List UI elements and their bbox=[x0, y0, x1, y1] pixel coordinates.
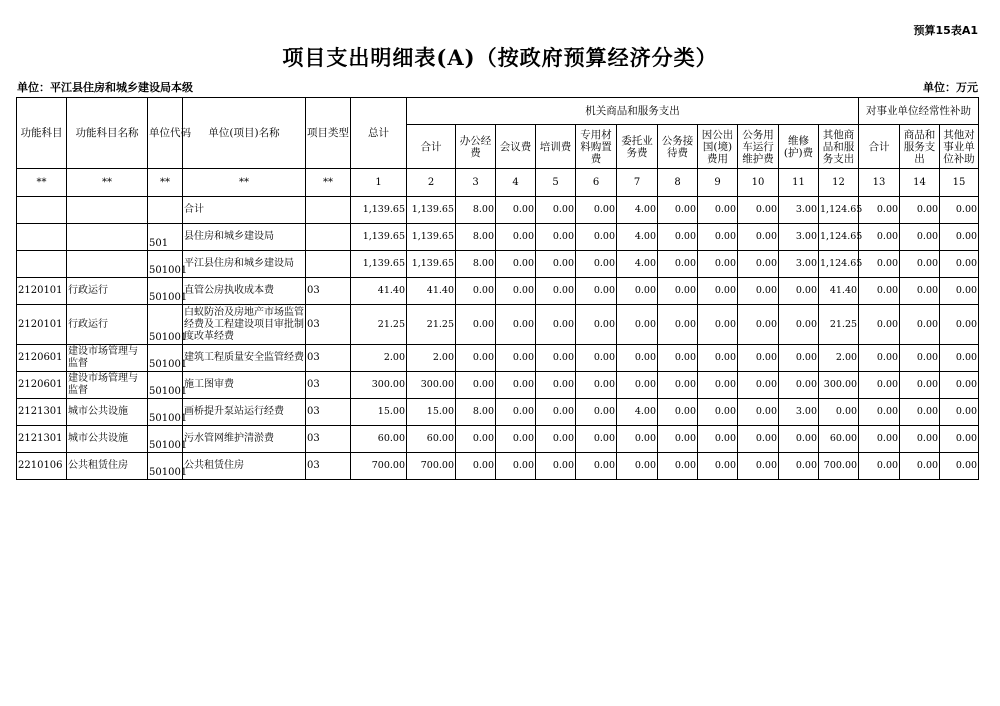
value-cell: 1,124.65 bbox=[819, 197, 859, 224]
header-col-number: 13 bbox=[859, 169, 900, 197]
project-type-cell: 03 bbox=[306, 305, 351, 345]
value-cell: 0.00 bbox=[576, 426, 617, 453]
value-cell: 700.00 bbox=[407, 453, 456, 480]
func-name-cell: 公共租赁住房 bbox=[67, 453, 148, 480]
unit-code-cell: 501001 bbox=[148, 399, 183, 426]
project-type-cell: 03 bbox=[306, 453, 351, 480]
value-cell: 300.00 bbox=[407, 372, 456, 399]
header-sub-1: 合计 bbox=[407, 125, 456, 169]
header-col-number: 2 bbox=[407, 169, 456, 197]
header-col-number: 11 bbox=[779, 169, 819, 197]
value-cell: 0.00 bbox=[698, 399, 738, 426]
value-cell: 0.00 bbox=[698, 426, 738, 453]
value-cell: 0.00 bbox=[456, 278, 496, 305]
value-cell: 41.40 bbox=[819, 278, 859, 305]
value-cell: 8.00 bbox=[456, 224, 496, 251]
value-cell: 4.00 bbox=[617, 197, 658, 224]
value-cell: 0.00 bbox=[900, 426, 940, 453]
header-star: ** bbox=[17, 169, 67, 197]
header-sub-13: 商品和服务支出 bbox=[900, 125, 940, 169]
func-name-cell bbox=[67, 197, 148, 224]
header-star: ** bbox=[306, 169, 351, 197]
header-col-number: 12 bbox=[819, 169, 859, 197]
func-code-cell: 2120101 bbox=[17, 278, 67, 305]
table-row bbox=[17, 345, 979, 372]
table-row bbox=[17, 224, 979, 251]
header-unit-name: 单位(项目)名称 bbox=[183, 98, 306, 169]
value-cell: 0.00 bbox=[536, 372, 576, 399]
header-group-goods-services: 机关商品和服务支出 bbox=[407, 98, 859, 125]
value-cell: 0.00 bbox=[576, 197, 617, 224]
table-row bbox=[17, 278, 979, 305]
value-cell: 0.00 bbox=[576, 372, 617, 399]
value-cell: 0.00 bbox=[496, 305, 536, 345]
value-cell: 15.00 bbox=[351, 399, 407, 426]
header-col-number: 5 bbox=[536, 169, 576, 197]
value-cell: 0.00 bbox=[698, 372, 738, 399]
value-cell: 60.00 bbox=[351, 426, 407, 453]
value-cell: 3.00 bbox=[779, 251, 819, 278]
value-cell: 0.00 bbox=[536, 251, 576, 278]
unit-code-cell: 501001 bbox=[148, 305, 183, 345]
value-cell: 0.00 bbox=[576, 305, 617, 345]
func-code-cell: 2120601 bbox=[17, 345, 67, 372]
project-type-cell: 03 bbox=[306, 399, 351, 426]
value-cell: 0.00 bbox=[536, 399, 576, 426]
value-cell: 0.00 bbox=[940, 372, 979, 399]
page-title: 项目支出明细表(A)（按政府预算经济分类） bbox=[282, 45, 718, 70]
value-cell: 0.00 bbox=[738, 224, 779, 251]
value-cell: 0.00 bbox=[698, 197, 738, 224]
value-cell: 0.00 bbox=[576, 453, 617, 480]
project-type-cell: 03 bbox=[306, 278, 351, 305]
value-cell: 0.00 bbox=[576, 224, 617, 251]
func-code-cell bbox=[17, 224, 67, 251]
project-type-cell bbox=[306, 224, 351, 251]
value-cell: 700.00 bbox=[351, 453, 407, 480]
value-cell: 0.00 bbox=[859, 345, 900, 372]
unit-code-cell: 501001 bbox=[148, 453, 183, 480]
unit-code-cell: 501001 bbox=[148, 426, 183, 453]
value-cell: 0.00 bbox=[617, 278, 658, 305]
value-cell: 0.00 bbox=[819, 399, 859, 426]
value-cell: 0.00 bbox=[738, 372, 779, 399]
value-cell: 0.00 bbox=[536, 345, 576, 372]
value-cell: 0.00 bbox=[658, 399, 698, 426]
header-col-number: 4 bbox=[496, 169, 536, 197]
func-name-cell: 建设市场管理与监督 bbox=[67, 372, 148, 399]
value-cell: 0.00 bbox=[496, 372, 536, 399]
value-cell: 21.25 bbox=[407, 305, 456, 345]
unit-code-cell bbox=[148, 197, 183, 224]
func-name-cell: 城市公共设施 bbox=[67, 426, 148, 453]
value-cell: 1,139.65 bbox=[351, 224, 407, 251]
value-cell: 1,139.65 bbox=[407, 197, 456, 224]
header-col-number: 9 bbox=[698, 169, 738, 197]
value-cell: 0.00 bbox=[900, 278, 940, 305]
value-cell: 0.00 bbox=[940, 426, 979, 453]
value-cell: 0.00 bbox=[576, 399, 617, 426]
value-cell: 1,139.65 bbox=[407, 251, 456, 278]
value-cell: 0.00 bbox=[859, 197, 900, 224]
value-cell: 0.00 bbox=[496, 278, 536, 305]
value-cell: 0.00 bbox=[940, 453, 979, 480]
value-cell: 0.00 bbox=[496, 197, 536, 224]
value-cell: 0.00 bbox=[698, 251, 738, 278]
value-cell: 0.00 bbox=[658, 251, 698, 278]
project-expenditure-table bbox=[16, 97, 979, 480]
table-row bbox=[17, 251, 979, 278]
value-cell: 3.00 bbox=[779, 224, 819, 251]
func-code-cell bbox=[17, 197, 67, 224]
value-cell: 0.00 bbox=[900, 224, 940, 251]
header-sub-4: 培训费 bbox=[536, 125, 576, 169]
header-sub-12: 合计 bbox=[859, 125, 900, 169]
project-type-cell: 03 bbox=[306, 426, 351, 453]
value-cell: 4.00 bbox=[617, 399, 658, 426]
func-code-cell: 2120101 bbox=[17, 305, 67, 345]
value-cell: 700.00 bbox=[819, 453, 859, 480]
project-name-cell: 合计 bbox=[183, 197, 306, 224]
header-sub-2: 办公经费 bbox=[456, 125, 496, 169]
value-cell: 0.00 bbox=[576, 278, 617, 305]
value-cell: 8.00 bbox=[456, 251, 496, 278]
value-cell: 0.00 bbox=[738, 426, 779, 453]
value-cell: 0.00 bbox=[658, 305, 698, 345]
value-cell: 0.00 bbox=[496, 426, 536, 453]
value-cell: 0.00 bbox=[900, 251, 940, 278]
value-cell: 300.00 bbox=[351, 372, 407, 399]
unit-code-cell: 501001 bbox=[148, 372, 183, 399]
project-name-cell: 公共租赁住房 bbox=[183, 453, 306, 480]
value-cell: 0.00 bbox=[900, 372, 940, 399]
value-cell: 0.00 bbox=[738, 345, 779, 372]
value-cell: 0.00 bbox=[900, 399, 940, 426]
value-cell: 4.00 bbox=[617, 251, 658, 278]
value-cell: 0.00 bbox=[496, 224, 536, 251]
value-cell: 21.25 bbox=[351, 305, 407, 345]
value-cell: 0.00 bbox=[859, 372, 900, 399]
value-cell: 0.00 bbox=[698, 305, 738, 345]
value-cell: 0.00 bbox=[859, 224, 900, 251]
project-name-cell: 直管公房执收成本费 bbox=[183, 278, 306, 305]
project-name-cell: 县住房和城乡建设局 bbox=[183, 224, 306, 251]
func-name-cell: 行政运行 bbox=[67, 305, 148, 345]
value-cell: 0.00 bbox=[940, 399, 979, 426]
header-unit-code: 单位代码 bbox=[148, 98, 183, 169]
value-cell: 0.00 bbox=[617, 453, 658, 480]
header-func-name: 功能科目名称 bbox=[67, 98, 148, 169]
value-cell: 0.00 bbox=[536, 426, 576, 453]
value-cell: 0.00 bbox=[576, 345, 617, 372]
value-cell: 0.00 bbox=[698, 345, 738, 372]
header-col-number: 6 bbox=[576, 169, 617, 197]
value-cell: 0.00 bbox=[940, 224, 979, 251]
project-type-cell: 03 bbox=[306, 372, 351, 399]
value-cell: 0.00 bbox=[617, 345, 658, 372]
header-col-number: 1 bbox=[351, 169, 407, 197]
unit-code-cell: 501001 bbox=[148, 251, 183, 278]
value-cell: 0.00 bbox=[738, 251, 779, 278]
value-cell: 41.40 bbox=[351, 278, 407, 305]
currency-unit-label: 单位：万元 bbox=[923, 81, 978, 94]
header-star: ** bbox=[148, 169, 183, 197]
value-cell: 21.25 bbox=[819, 305, 859, 345]
header-project-type: 项目类型 bbox=[306, 98, 351, 169]
value-cell: 0.00 bbox=[738, 278, 779, 305]
value-cell: 2.00 bbox=[351, 345, 407, 372]
header-sub-3: 会议费 bbox=[496, 125, 536, 169]
value-cell: 300.00 bbox=[819, 372, 859, 399]
value-cell: 0.00 bbox=[738, 399, 779, 426]
project-name-cell: 建筑工程质量安全监管经费 bbox=[183, 345, 306, 372]
func-name-cell bbox=[67, 224, 148, 251]
value-cell: 0.00 bbox=[496, 251, 536, 278]
value-cell: 0.00 bbox=[900, 305, 940, 345]
value-cell: 0.00 bbox=[779, 426, 819, 453]
value-cell: 0.00 bbox=[658, 372, 698, 399]
value-cell: 0.00 bbox=[940, 305, 979, 345]
func-code-cell: 2121301 bbox=[17, 399, 67, 426]
value-cell: 0.00 bbox=[900, 197, 940, 224]
header-col-number: 15 bbox=[940, 169, 979, 197]
value-cell: 0.00 bbox=[617, 372, 658, 399]
func-name-cell bbox=[67, 251, 148, 278]
value-cell: 0.00 bbox=[536, 305, 576, 345]
value-cell: 0.00 bbox=[859, 426, 900, 453]
table-code: 预算15表A1 bbox=[913, 24, 978, 37]
header-col-number: 7 bbox=[617, 169, 658, 197]
value-cell: 0.00 bbox=[456, 453, 496, 480]
value-cell: 0.00 bbox=[940, 345, 979, 372]
value-cell: 0.00 bbox=[496, 399, 536, 426]
value-cell: 0.00 bbox=[617, 305, 658, 345]
value-cell: 0.00 bbox=[779, 278, 819, 305]
value-cell: 0.00 bbox=[940, 251, 979, 278]
unit-code-cell: 501001 bbox=[148, 278, 183, 305]
value-cell: 0.00 bbox=[456, 345, 496, 372]
value-cell: 2.00 bbox=[819, 345, 859, 372]
value-cell: 0.00 bbox=[738, 197, 779, 224]
value-cell: 0.00 bbox=[940, 278, 979, 305]
func-code-cell: 2120601 bbox=[17, 372, 67, 399]
header-group-subsidy: 对事业单位经常性补助 bbox=[859, 98, 979, 125]
value-cell: 0.00 bbox=[698, 224, 738, 251]
value-cell: 60.00 bbox=[819, 426, 859, 453]
value-cell: 0.00 bbox=[859, 399, 900, 426]
value-cell: 0.00 bbox=[779, 372, 819, 399]
value-cell: 0.00 bbox=[698, 453, 738, 480]
project-type-cell bbox=[306, 197, 351, 224]
value-cell: 0.00 bbox=[658, 453, 698, 480]
value-cell: 0.00 bbox=[859, 251, 900, 278]
project-name-cell: 施工图审费 bbox=[183, 372, 306, 399]
func-name-cell: 行政运行 bbox=[67, 278, 148, 305]
project-name-cell: 污水管网维护清淤费 bbox=[183, 426, 306, 453]
value-cell: 0.00 bbox=[496, 345, 536, 372]
value-cell: 0.00 bbox=[536, 197, 576, 224]
value-cell: 1,124.65 bbox=[819, 251, 859, 278]
value-cell: 41.40 bbox=[407, 278, 456, 305]
value-cell: 0.00 bbox=[536, 224, 576, 251]
value-cell: 8.00 bbox=[456, 399, 496, 426]
func-code-cell: 2121301 bbox=[17, 426, 67, 453]
value-cell: 0.00 bbox=[456, 372, 496, 399]
func-name-cell: 城市公共设施 bbox=[67, 399, 148, 426]
value-cell: 0.00 bbox=[779, 345, 819, 372]
value-cell: 0.00 bbox=[536, 453, 576, 480]
value-cell: 1,139.65 bbox=[351, 197, 407, 224]
value-cell: 0.00 bbox=[738, 305, 779, 345]
value-cell: 0.00 bbox=[456, 426, 496, 453]
value-cell: 0.00 bbox=[658, 345, 698, 372]
value-cell: 4.00 bbox=[617, 224, 658, 251]
value-cell: 0.00 bbox=[900, 453, 940, 480]
value-cell: 60.00 bbox=[407, 426, 456, 453]
project-name-cell: 平江县住房和城乡建设局 bbox=[183, 251, 306, 278]
func-code-cell bbox=[17, 251, 67, 278]
header-col-number: 14 bbox=[900, 169, 940, 197]
value-cell: 0.00 bbox=[658, 278, 698, 305]
value-cell: 15.00 bbox=[407, 399, 456, 426]
header-sub-5: 专用材料购置费 bbox=[576, 125, 617, 169]
unit-label: 单位：平江县住房和城乡建设局本级 bbox=[17, 81, 193, 94]
header-total: 总计 bbox=[351, 98, 407, 169]
header-sub-10: 维修(护)费 bbox=[779, 125, 819, 169]
table-row bbox=[17, 399, 979, 426]
header-sub-11: 其他商品和服务支出 bbox=[819, 125, 859, 169]
header-func-code: 功能科目 bbox=[17, 98, 67, 169]
value-cell: 3.00 bbox=[779, 197, 819, 224]
value-cell: 0.00 bbox=[617, 426, 658, 453]
header-col-number: 3 bbox=[456, 169, 496, 197]
project-name-cell: 画桥提升泵站运行经费 bbox=[183, 399, 306, 426]
project-type-cell bbox=[306, 251, 351, 278]
value-cell: 0.00 bbox=[658, 224, 698, 251]
value-cell: 1,139.65 bbox=[407, 224, 456, 251]
unit-code-cell: 501 bbox=[148, 224, 183, 251]
value-cell: 0.00 bbox=[859, 305, 900, 345]
header-sub-6: 委托业务费 bbox=[617, 125, 658, 169]
value-cell: 0.00 bbox=[940, 197, 979, 224]
value-cell: 0.00 bbox=[738, 453, 779, 480]
header-sub-7: 公务接待费 bbox=[658, 125, 698, 169]
value-cell: 0.00 bbox=[658, 426, 698, 453]
value-cell: 0.00 bbox=[536, 278, 576, 305]
header-sub-14: 其他对事业单位补助 bbox=[940, 125, 979, 169]
func-code-cell: 2210106 bbox=[17, 453, 67, 480]
project-name-cell: 白蚁防治及房地产市场监管经费及工程建设项目审批制度改革经费 bbox=[183, 305, 306, 345]
value-cell: 0.00 bbox=[859, 453, 900, 480]
project-type-cell: 03 bbox=[306, 345, 351, 372]
value-cell: 0.00 bbox=[900, 345, 940, 372]
value-cell: 0.00 bbox=[576, 251, 617, 278]
header-sub-8: 因公出国(境)费用 bbox=[698, 125, 738, 169]
value-cell: 3.00 bbox=[779, 399, 819, 426]
value-cell: 0.00 bbox=[456, 305, 496, 345]
value-cell: 0.00 bbox=[658, 197, 698, 224]
value-cell: 1,124.65 bbox=[819, 224, 859, 251]
header-star: ** bbox=[183, 169, 306, 197]
header-star: ** bbox=[67, 169, 148, 197]
value-cell: 8.00 bbox=[456, 197, 496, 224]
table-row bbox=[17, 453, 979, 480]
value-cell: 0.00 bbox=[496, 453, 536, 480]
table-row bbox=[17, 426, 979, 453]
value-cell: 1,139.65 bbox=[351, 251, 407, 278]
table-row bbox=[17, 197, 979, 224]
value-cell: 0.00 bbox=[779, 453, 819, 480]
table-row bbox=[17, 372, 979, 399]
header-col-number: 10 bbox=[738, 169, 779, 197]
unit-code-cell: 501001 bbox=[148, 345, 183, 372]
value-cell: 0.00 bbox=[859, 278, 900, 305]
func-name-cell: 建设市场管理与监督 bbox=[67, 345, 148, 372]
table-row bbox=[17, 305, 979, 345]
value-cell: 0.00 bbox=[698, 278, 738, 305]
header-col-number: 8 bbox=[658, 169, 698, 197]
header-sub-9: 公务用车运行维护费 bbox=[738, 125, 779, 169]
value-cell: 2.00 bbox=[407, 345, 456, 372]
value-cell: 0.00 bbox=[779, 305, 819, 345]
